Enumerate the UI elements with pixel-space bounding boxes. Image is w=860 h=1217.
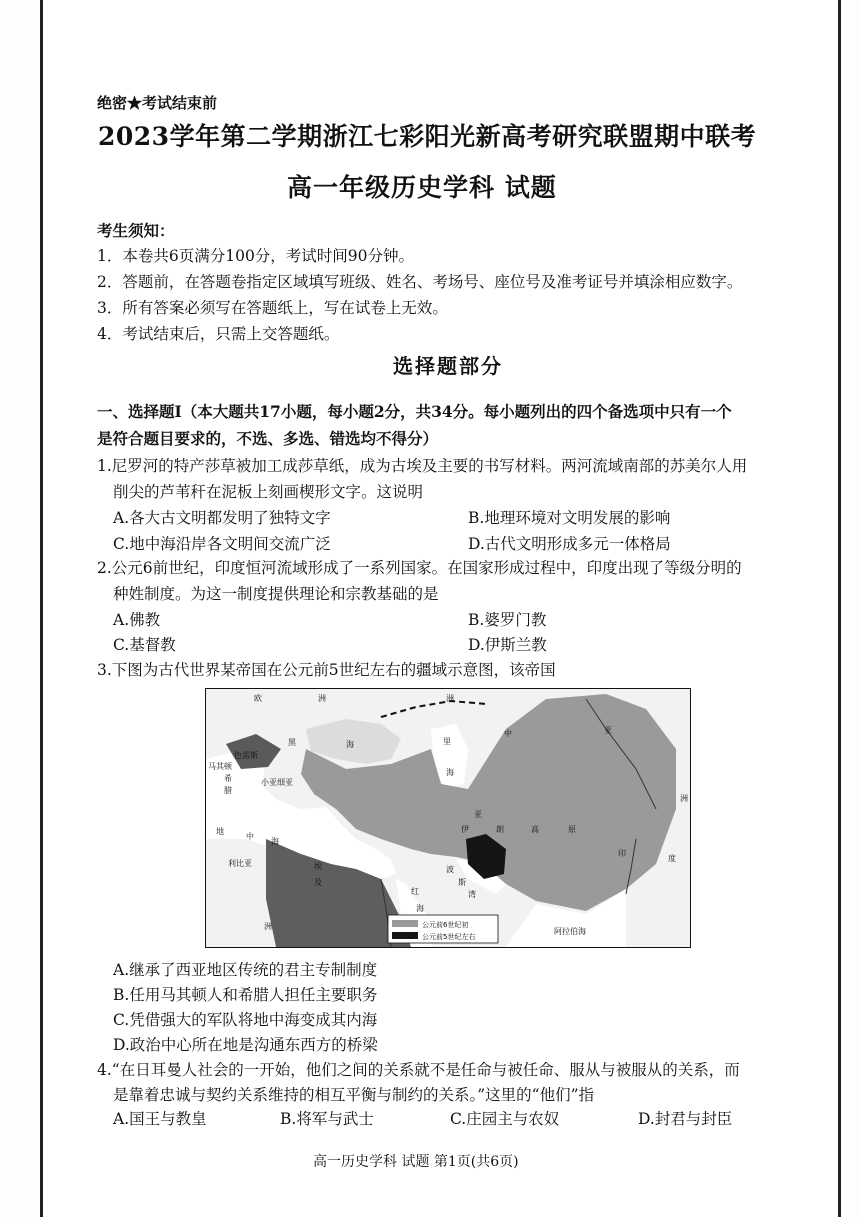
map-label-iran: 伊 <box>461 825 469 834</box>
map-label-west: 亚 <box>474 810 482 819</box>
question-4-option-b: B.将军与武士 <box>280 1110 374 1128</box>
question-2-stem: 2.公元6前世纪，印度恒河流域形成了一系列国家。在国家形成过程中，印度出现了等级分明的 <box>97 559 742 577</box>
question-3-option-c: C.凭借强大的军队将地中海变成其内海 <box>113 1011 378 1029</box>
map-label-red-sea: 红 <box>411 887 419 896</box>
map-label-arabian-sea: 阿拉伯海 <box>554 927 586 936</box>
question-4-option-a: A.国王与教皇 <box>113 1110 207 1128</box>
map-label-macedonia: 马其顿 <box>208 762 232 771</box>
question-3-stem: 3.下图为古代世界某帝国在公元前5世纪左右的疆域示意图，该帝国 <box>97 661 556 679</box>
question-4-option-d: D.封君与封臣 <box>638 1110 733 1128</box>
map-label-asia: 亚 <box>604 726 612 735</box>
legend-label-6th-century: 公元前6世纪初 <box>422 921 469 929</box>
question-3-option-a: A.继承了西亚地区传统的君主专制制度 <box>113 961 378 979</box>
question-4-stem-cont: 是靠着忠诚与契约关系维持的相互平衡与制约的关系。”这里的“他们”指 <box>113 1086 595 1104</box>
map-label-continent-top: 洲 <box>446 694 454 703</box>
question-4-option-c: C.庄园主与农奴 <box>450 1110 560 1128</box>
page-footer: 高一历史学科 试题 第1页(共6页) <box>313 1154 519 1170</box>
map-label-egypt-2: 及 <box>314 878 322 887</box>
map-label-caspian-sea: 里 <box>443 737 451 746</box>
map-label-mediterranean: 地 <box>216 827 224 836</box>
scan-left-edge <box>40 0 43 1217</box>
map-label-iran-2: 朗 <box>496 825 504 834</box>
question-4-stem: 4.“在日耳曼人社会的一开始，他们之间的关系就不是任命与被任命、服从与被服从的关系，而 <box>97 1061 740 1079</box>
question-2-option-d: D.伊斯兰教 <box>468 636 547 654</box>
map-label-persian-gulf-2: 斯 <box>458 878 466 887</box>
map-label-europe: 欧 <box>254 694 262 703</box>
section-instruction: 一、选择题Ⅰ（本大题共17小题，每小题2分，共34分。每小题列出的四个备选项中只有一个 <box>97 402 732 421</box>
notice-item: 1．本卷共6页满分100分，考试时间90分钟。 <box>97 247 415 265</box>
question-2-option-b: B.婆罗门教 <box>468 611 547 629</box>
notice-item: 3．所有答案必须写在答题纸上，写在试卷上无效。 <box>97 299 448 317</box>
map-label-greece-2: 腊 <box>224 786 232 795</box>
map-label-greece: 希 <box>224 774 232 783</box>
question-1-option-d: D.古代文明形成多元一体格局 <box>468 535 671 553</box>
map-label-egypt: 埃 <box>314 862 322 871</box>
map-label-iran-4: 原 <box>568 825 576 834</box>
question-3-option-b: B.任用马其顿人和希腊人担任主要职务 <box>113 986 378 1004</box>
question-3-option-d: D.政治中心所在地是沟通东西方的桥梁 <box>113 1036 378 1054</box>
map-label-mediterranean-2: 中 <box>246 832 254 841</box>
map-label-black-sea-2: 海 <box>346 740 354 749</box>
map-label-india-2: 度 <box>668 854 676 863</box>
exam-subtitle: 高一年级历史学科 试题 <box>287 173 557 202</box>
notice-item: 2．答题前，在答题卷指定区域填写班级、姓名、考场号、座位号及准考证号并填涂相应数字。 <box>97 273 743 291</box>
map-label-asia-right: 洲 <box>680 794 688 803</box>
question-2-stem-cont: 种姓制度。为这一制度提供理论和宗教基础的是 <box>113 585 439 603</box>
question-1-option-c: C.地中海沿岸各文明间交流广泛 <box>113 535 331 553</box>
question-2-option-c: C.基督教 <box>113 636 176 654</box>
map-label-india: 印 <box>618 849 626 858</box>
map-label-mediterranean-3: 海 <box>271 837 279 846</box>
question-1-option-a: A.各大古文明都发明了独特文字 <box>113 509 331 527</box>
notice-heading: 考生须知： <box>97 221 175 240</box>
question-1-option-b: B.地理环境对文明发展的影响 <box>468 509 671 527</box>
map-label-central-asia: 中 <box>504 729 512 738</box>
confidential-mark: 绝密★考试结束前 <box>97 94 218 112</box>
map-label-africa: 洲 <box>264 922 272 931</box>
map-label-iran-3: 高 <box>531 825 539 834</box>
legend-swatch-5th-century <box>392 932 418 939</box>
scan-right-edge <box>838 0 841 1217</box>
map-label-black-sea: 黑 <box>288 738 296 747</box>
question-1-stem: 1.尼罗河的特产莎草被加工成莎草纸，成为古埃及主要的书写材料。两河流域南部的苏美尔人用 <box>97 457 748 475</box>
question-1-stem-cont: 削尖的芦苇秆在泥板上刻画楔形文字。这说明 <box>113 483 424 501</box>
section-instruction-cont: 是符合题目要求的，不选、多选、错选均不得分） <box>97 429 439 448</box>
map-label-caspian-sea-2: 海 <box>446 768 454 777</box>
map-label-europe-2: 洲 <box>318 694 326 703</box>
map-label-thrace: 色雷斯 <box>234 751 258 760</box>
map-label-persian-gulf-3: 湾 <box>468 890 476 899</box>
map-label-red-sea-2: 海 <box>416 904 424 913</box>
section-title: 选择题部分 <box>393 354 503 378</box>
map-label-libya: 利比亚 <box>228 859 252 868</box>
map-label-persian-gulf: 波 <box>446 865 454 874</box>
exam-title: 2023学年第二学期浙江七彩阳光新高考研究联盟期中联考 <box>98 122 757 151</box>
legend-label-5th-century: 公元前5世纪左右 <box>422 933 476 941</box>
legend-swatch-6th-century <box>392 920 418 927</box>
question-2-option-a: A.佛教 <box>113 611 161 629</box>
map-svg <box>206 689 690 947</box>
empire-territory-map <box>205 688 691 948</box>
notice-item: 4．考试结束后，只需上交答题纸。 <box>97 325 340 343</box>
map-label-asia-minor: 小亚细亚 <box>261 778 293 787</box>
